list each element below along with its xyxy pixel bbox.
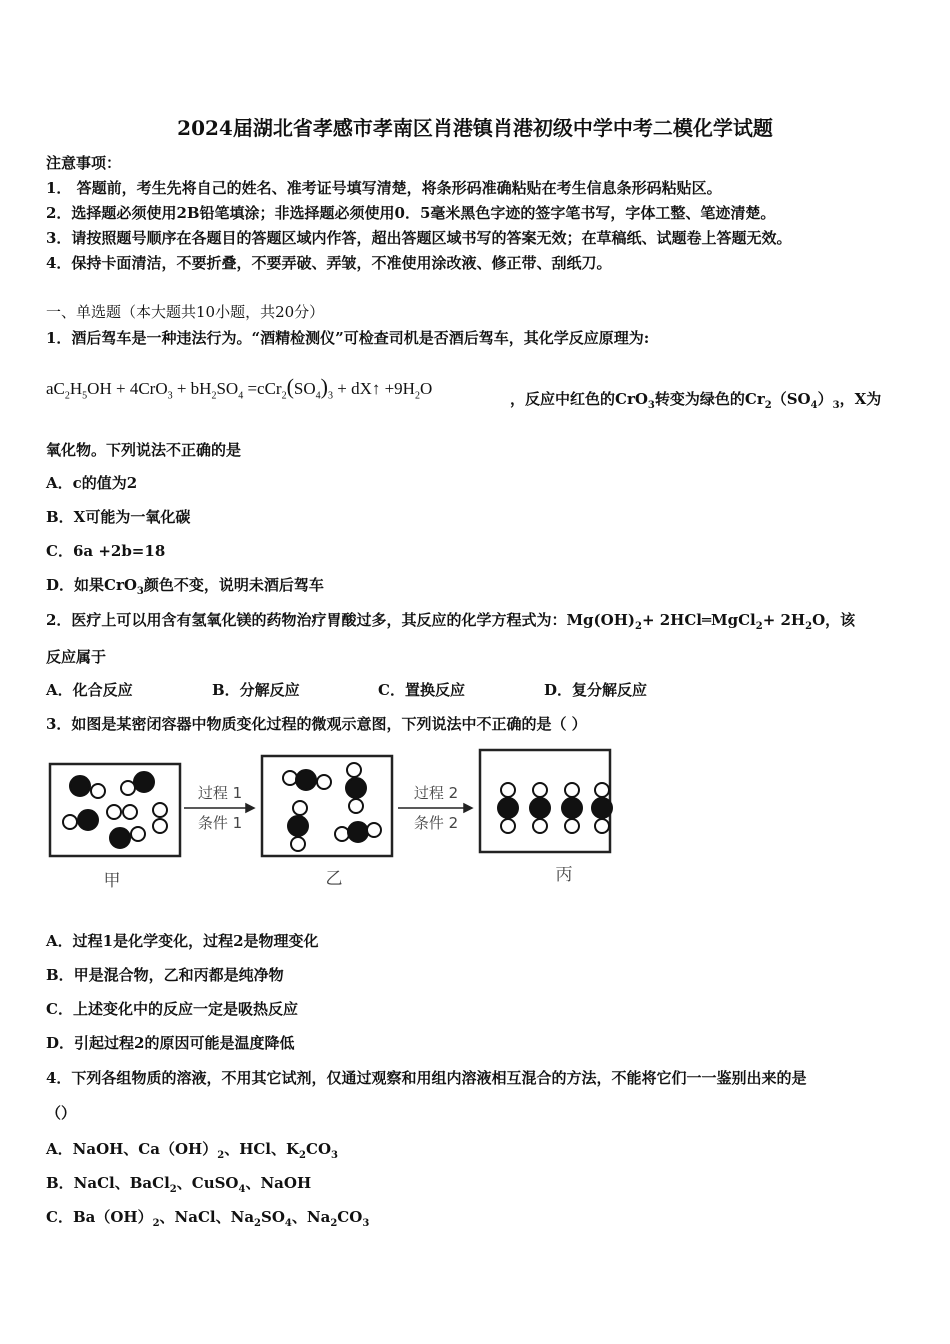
notice-item-1: 1． 答题前，考生先将自己的姓名、准考证号填写清楚，将条形码准确粘贴在考生信息条形码粘贴区。	[46, 179, 722, 197]
molecules-bing	[498, 783, 612, 833]
q4-option-c: C．$Ba(OH)_2$、NaCl、$Na_2SO_4$、$Na_2CO_3$	[46, 1208, 370, 1229]
q1-equation-tail: ，反应中红色的CrO$_3$转变为绿色的$Cr_2(SO_4)_3$，X为	[510, 390, 882, 411]
process-2-label: 过程 2	[413, 784, 459, 802]
q1-option-a: A．c的值为2	[46, 474, 138, 492]
q3-option-a: A．过程1是化学变化，过程2是物理变化	[46, 932, 319, 950]
q4-option-a: A．NaOH、$Ca(OH)_2$、HCl、$K_2CO_3$	[46, 1140, 338, 1161]
section-heading: 一、单选题（本大题共10小题，共20分）	[46, 303, 325, 321]
arrow-2-head	[464, 804, 472, 812]
label-jia: 甲	[103, 871, 121, 891]
q2-options	[46, 679, 710, 700]
label-bing: 丙	[555, 865, 573, 885]
notice-item-2: 2．选择题必须使用2B铅笔填涂；非选择题必须使用0．5毫米黑色字迹的签字笔书写，字体工整、笔迹清楚。	[46, 204, 776, 222]
q4-option-b: B．NaCl、BaCl$_2$、CuSO$_4$、NaOH	[46, 1174, 312, 1195]
q3-option-d: D．引起过程2的原因可能是温度降低	[46, 1034, 295, 1052]
molecules-yi	[283, 763, 381, 851]
q1-option-d: D．如果CrO$_3$颜色不变，说明未酒后驾车	[46, 576, 324, 597]
q1-option-b: B．X可能为一氧化碳	[46, 508, 191, 526]
q4-stem: 4．下列各组物质的溶液，不用其它试剂，仅通过观察和用组内溶液相互混合的方法，不能将它们一一鉴别出来的是	[46, 1069, 807, 1087]
q2-option-c: C．置换反应	[378, 681, 465, 699]
process-1-label: 过程 1	[197, 784, 243, 802]
q3-option-c: C．上述变化中的反应一定是吸热反应	[46, 1000, 298, 1018]
q2-stem: 2．医疗上可以用含有氢氧化镁的药物治疗胃酸过多，其反应的化学方程式为：$Mg(OH)_2+$ 2HCl═MgCl$_2$+ $2H_2O$，该	[46, 611, 856, 632]
q1-equation: $aC_2H_5OH + 4CrO_3 + bH_2SO_4 =cCr_2(SO_4)_3$ + dX↑ $+9H_2O$	[46, 374, 433, 402]
q2-option-a: A．化合反应	[46, 681, 133, 699]
q4-paren: （）	[46, 1104, 77, 1122]
q3-option-b: B．甲是混合物，乙和丙都是纯净物	[46, 966, 284, 984]
notice-heading: 注意事项：	[46, 154, 122, 172]
q2-stem-continued: 反应属于	[46, 648, 107, 666]
q1-stem: 1．酒后驾车是一种违法行为。“酒精检测仪”可检查司机是否酒后驾车，其化学反应原理为:	[46, 329, 650, 347]
condition-1-label: 条件 1	[197, 814, 243, 832]
notice-item-4: 4．保持卡面清洁，不要折叠，不要弄破、弄皱，不准使用涂改液、修正带、刮纸刀。	[46, 254, 612, 272]
q1-stem-continued: 氧化物。下列说法不正确的是	[46, 441, 242, 459]
molecules-jia	[63, 772, 167, 848]
q3-figure	[44, 746, 634, 896]
arrow-1-head	[246, 804, 254, 812]
box-yi	[262, 756, 392, 856]
label-yi: 乙	[325, 869, 343, 889]
q3-stem: 3．如图是某密闭容器中物质变化过程的微观示意图，下列说法中不正确的是（ ）	[46, 715, 587, 733]
condition-2-label: 条件 2	[413, 814, 459, 832]
q1-option-c: C．6a +2b=18	[46, 542, 166, 560]
page-title: 2024届湖北省孝感市孝南区肖港镇肖港初级中学中考二模化学试题	[177, 116, 773, 140]
notice-item-3: 3．请按照题号顺序在各题目的答题区域内作答，超出答题区域书写的答案无效；在草稿纸、试题卷上答题无效。	[46, 229, 792, 247]
q2-option-b: B．分解反应	[212, 681, 300, 699]
q2-option-d: D．复分解反应	[544, 681, 648, 699]
